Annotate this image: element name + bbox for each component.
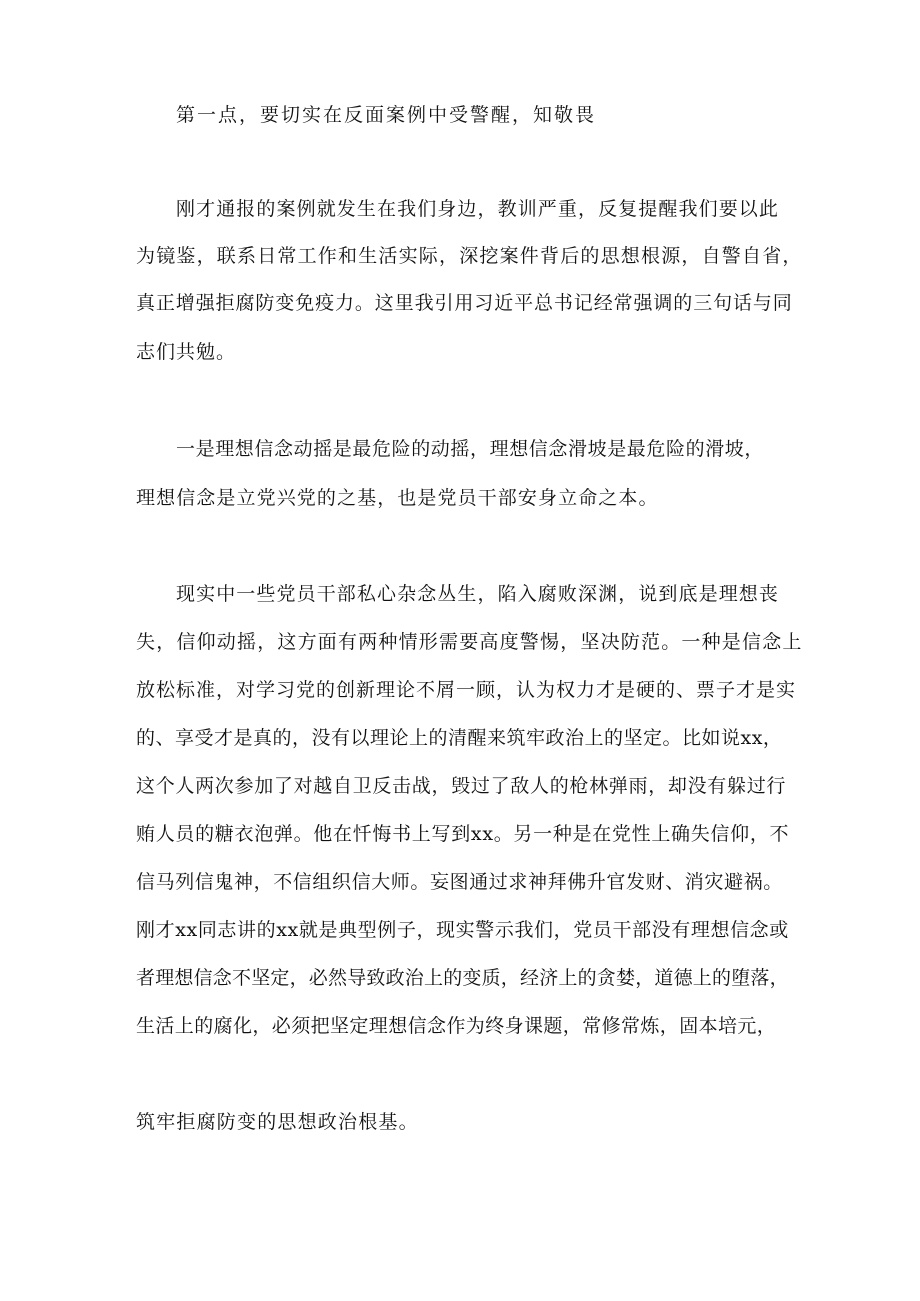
paragraph-line: 真正增强拒腐防变免疫力。这里我引用习近平总书记经常强调的三句话与同 <box>136 292 793 314</box>
paragraph-line: 筑牢拒腐防变的思想政治根基。 <box>136 1111 419 1133</box>
paragraph-line: 者理想信念不坚定，必然导致政治上的变质，经济上的贪婪，道德上的堕落， <box>136 967 789 989</box>
paragraph-line: 放松标准，对学习党的创新理论不屑一顾，认为权力才是硬的、票子才是实 <box>136 679 797 701</box>
paragraph-line: 一是理想信念动摇是最危险的动摇，理想信念滑坡是最危险的滑坡， <box>176 438 765 460</box>
paragraph-line: 失，信仰动摇，这方面有两种情形需要高度警惕，坚决防范。一种是信念上 <box>136 631 803 653</box>
section-heading: 第一点，要切实在反面案例中受警醒，知敬畏 <box>176 104 597 126</box>
paragraph-line: 贿人员的糖衣泡弹。他在忏悔书上写到xx。另一种是在党性上确失信仰，不 <box>136 823 790 845</box>
paragraph-line: 的、享受才是真的，没有以理论上的清醒来筑牢政治上的坚定。比如说xx， <box>136 727 783 749</box>
paragraph-line: 志们共勉。 <box>136 341 237 363</box>
paragraph-line: 为镜鉴，联系日常工作和生活实际，深挖案件背后的思想根源，自警自省， <box>136 245 803 267</box>
paragraph-line: 信马列信鬼神，不信组织信大师。妄图通过求神拜佛升官发财、消灾避祸。 <box>136 871 783 893</box>
paragraph-line: 现实中一些党员干部私心杂念丛生，陷入腐败深渊，说到底是理想丧 <box>176 583 780 605</box>
paragraph-line: 生活上的腐化，必须把坚定理想信念作为终身课题，常修常炼，固本培元， <box>136 1015 777 1037</box>
paragraph-line: 这个人两次参加了对越自卫反击战，毁过了敌人的枪林弹雨，却没有躲过行 <box>136 775 787 797</box>
paragraph-line: 理想信念是立党兴党的之基，也是党员干部安身立命之本。 <box>136 487 659 509</box>
paragraph-line: 刚才通报的案例就发生在我们身边，教训严重，反复提醒我们要以此 <box>176 198 780 220</box>
paragraph-line: 刚才xx同志讲的xx就是典型例子，现实警示我们，党员干部没有理想信念或 <box>136 919 789 941</box>
